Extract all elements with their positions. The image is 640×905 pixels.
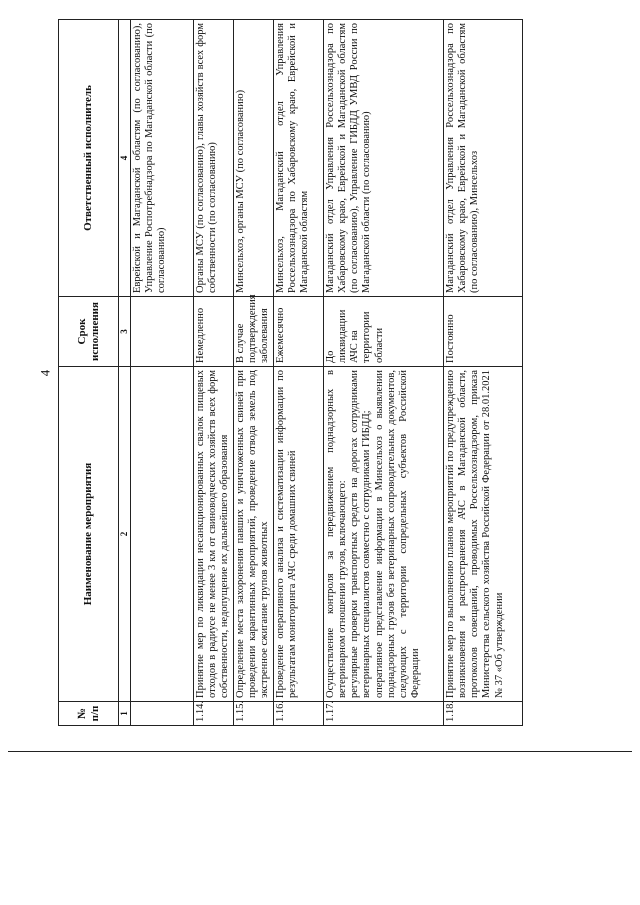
- page-number: 4: [37, 369, 53, 377]
- column-index-row: [119, 20, 131, 726]
- row-num: 1.14.: [193, 702, 233, 726]
- table-row: [323, 20, 443, 726]
- col-index-2: 2: [119, 367, 131, 702]
- table-row: [130, 20, 193, 726]
- row-term: [130, 297, 193, 367]
- col-index-1: 1: [119, 702, 131, 726]
- measures-table: [58, 19, 523, 726]
- col-index-4: 4: [119, 20, 131, 297]
- page-divider: [8, 751, 632, 752]
- rotated-table-wrapper: [58, 20, 523, 726]
- table-row: [443, 20, 522, 726]
- table-row: [273, 20, 323, 726]
- row-num: 1.17.: [323, 702, 443, 726]
- row-responsible: Минсельхоз, органы МСУ (по согласованию): [233, 20, 273, 297]
- table-header-row: [59, 20, 119, 726]
- header-num: № п/п: [59, 702, 119, 726]
- row-term: В случае подтверждения заболевания: [233, 297, 273, 367]
- row-term: Ежемесячно: [273, 297, 323, 367]
- row-name: Проведение оперативного анализа и систематизации информации по результатам мониторинга АЧС среди домашних свиней: [273, 367, 323, 702]
- row-num: 1.16.: [273, 702, 323, 726]
- header-term: Срок исполнения: [59, 297, 119, 367]
- col-index-3: 3: [119, 297, 131, 367]
- row-responsible: Магаданский отдел Управления Россельхознадзора по Хабаровскому краю, Еврейской и Магаданской областям (по согласованию), Минсельхоз: [443, 20, 522, 297]
- row-num: 1.18.: [443, 702, 522, 726]
- row-name: Принятие мер по ликвидации несанкционированных свалок пищевых отходов в радиусе не менее 3 км от свиноводческих хозяйств всех форм собственности, недопущение их дальнейшего образования: [193, 367, 233, 702]
- row-name: Осуществление контроля за передвижением поднадзорных в ветеринарном отношении грузов, включающего: регулярные проверки транспортных средств на дорогах сотрудниками ветеринарных специалистов совместно с сотрудниками ГИБДД; оперативное представление информации в Минсельхоз о выявлении поднадзорных грузов без ветеринарных сопроводительных документов, следующих с территории сопредельных субъектов Российской Федерации: [323, 367, 443, 702]
- row-responsible: Еврейской и Магаданской областям (по согласованию), Управление Роспотребнадзора по Магаданской области (по согласованию): [130, 20, 193, 297]
- row-num: 1.15.: [233, 702, 273, 726]
- row-term: Постоянно: [443, 297, 522, 367]
- row-name: [130, 367, 193, 702]
- row-name: Принятие мер по выполнению планов мероприятий по предупреждению возникновения и распространения АЧС в Магаданской области, протоколов совещаний, проводимых Россельхознадзором, приказа Министерства сельского хозяйства Российской Федерации от 28.01.2021 № 37 «Об утверждении: [443, 367, 522, 702]
- header-responsible: Ответственный исполнитель: [59, 20, 119, 297]
- row-responsible: Магаданский отдел Управления Россельхознадзора по Хабаровскому краю, Еврейской и Магаданской областям (по согласованию), Управление ГИБДД УМВД России по Магаданской области (по согласованию): [323, 20, 443, 297]
- row-responsible: Минсельхоз, Магаданский отдел Управления Россельхознадзора по Хабаровскому краю, Еврейской и Магаданской областям: [273, 20, 323, 297]
- header-name: Наименование мероприятия: [59, 367, 119, 702]
- row-term: Немедленно: [193, 297, 233, 367]
- row-responsible: Органы МСУ (по согласованию), главы хозяйств всех форм собственности (по согласованию): [193, 20, 233, 297]
- row-name: Определение места захоронения павших и уничтоженных свиней при проведении карантинных мероприятий, проведение отвода земель под экстренное сжигание трупов животных: [233, 367, 273, 702]
- row-term: До ликвидации АЧС на территории области: [323, 297, 443, 367]
- row-num: [130, 702, 193, 726]
- table-row: [193, 20, 233, 726]
- table-row: [233, 20, 273, 726]
